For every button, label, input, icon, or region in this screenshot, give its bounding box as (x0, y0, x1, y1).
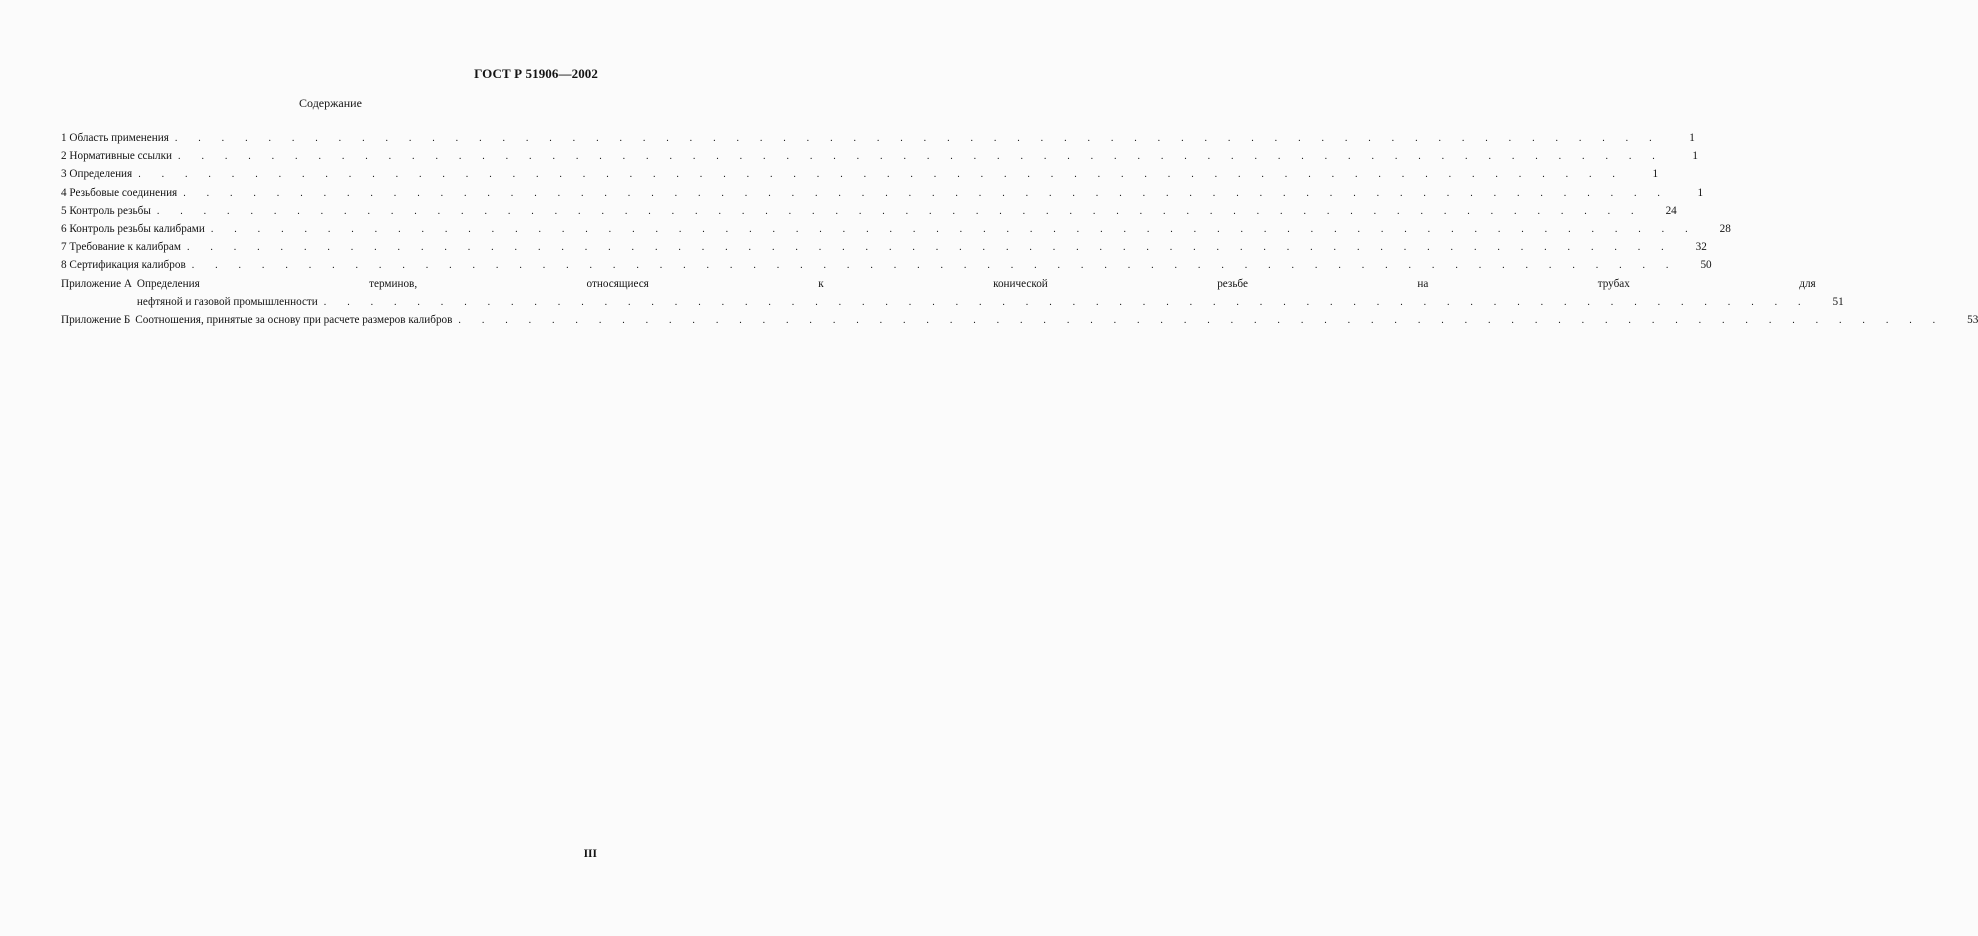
appendix-title-last-line (137, 293, 1844, 311)
toc-leader-dots (458, 312, 1944, 330)
page-number: III (583, 848, 597, 860)
standard-code: ГОСТ Р 51906—2002 (474, 66, 598, 81)
table-of-contents (61, 129, 1978, 329)
toc-entry[interactable] (61, 147, 1698, 165)
appendix-title-last-line (135, 311, 1978, 329)
toc-entry-label: 8 Сертификация калибров (61, 259, 186, 272)
toc-leader-dots (157, 203, 1643, 221)
toc-entry-page: 32 (1695, 241, 1707, 254)
toc-entry-label: 6 Контроль резьбы калибрами (61, 222, 205, 235)
appendix-page: 51 (1832, 295, 1844, 308)
appendix-title-line: Определения терминов, относящиеся к конической резьбе на трубах для (136, 277, 1816, 290)
toc-entry[interactable] (61, 220, 1731, 238)
toc-title: Содержание (299, 96, 362, 110)
toc-entry[interactable] (61, 184, 1704, 202)
appendix-title-line: нефтяной и газовой промышленности (136, 295, 318, 308)
toc-entry-label: 3 Определения (61, 168, 133, 181)
appendix-page: 53 (1967, 313, 1978, 326)
toc-entry-page: 1 (1692, 150, 1698, 163)
toc-entry-label: 4 Резьбовые соединения (61, 186, 178, 199)
appendix-body (137, 275, 1844, 311)
toc-entry-label: 1 Область применения (61, 132, 169, 144)
toc-entry[interactable] (61, 256, 1712, 274)
toc-leader-dots (138, 166, 1624, 184)
toc-entry-page: 1 (1652, 168, 1659, 181)
appendix-label: Приложение Б (61, 313, 131, 326)
toc-entry-page: 24 (1665, 204, 1677, 217)
toc-leader-dots (178, 148, 1664, 166)
toc-entry-label: 7 Требование к калибрам (61, 241, 181, 254)
toc-entry[interactable] (61, 238, 1707, 256)
toc-appendix-b[interactable] (61, 311, 1978, 329)
toc-leader-dots (211, 221, 1697, 239)
toc-entry-label: 5 Контроль резьбы (61, 204, 151, 217)
toc-entry-page: 1 (1697, 186, 1704, 199)
toc-entry-page: 1 (1689, 132, 1695, 144)
toc-leader-dots (324, 294, 1810, 312)
toc-entry-label: 2 Нормативные ссылки (61, 150, 173, 163)
appendix-body (135, 311, 1978, 329)
toc-entry-page: 28 (1719, 222, 1731, 235)
toc-leader-dots (183, 185, 1669, 203)
toc-entry[interactable] (61, 165, 1659, 183)
toc-leader-dots (192, 257, 1678, 275)
toc-entry[interactable] (61, 129, 1695, 147)
toc-entry[interactable] (61, 202, 1677, 220)
toc-entry-page: 50 (1700, 259, 1712, 272)
toc-leader-dots (175, 130, 1661, 148)
appendix-title-line: Соотношения, принятые за основу при расчете размеров калибров (135, 313, 453, 326)
appendix-label: Приложение А (61, 277, 132, 290)
toc-leader-dots (187, 239, 1673, 257)
toc-appendix-a[interactable] (61, 275, 1844, 311)
